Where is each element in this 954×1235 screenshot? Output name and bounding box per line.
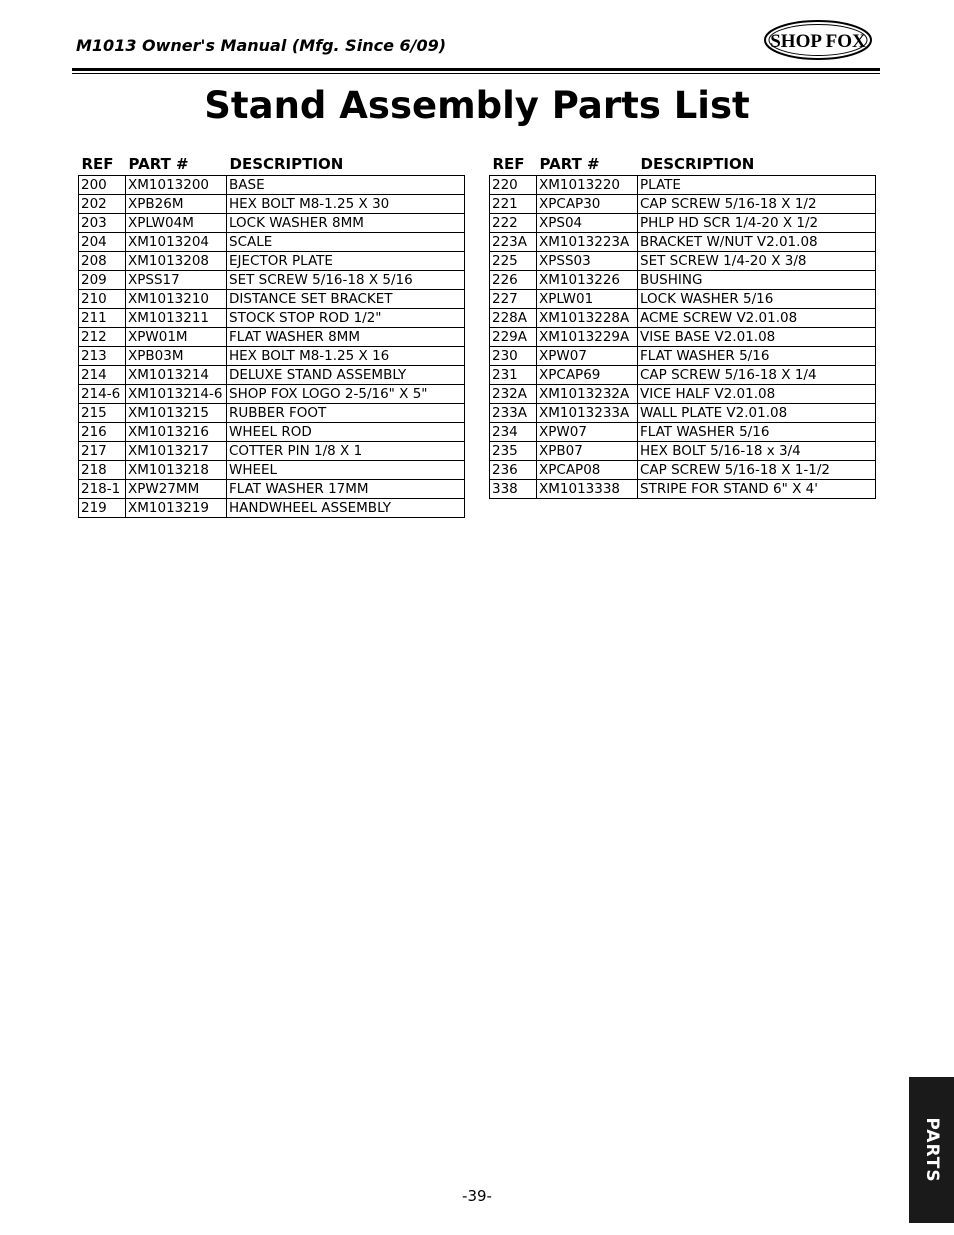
parts-table-left bbox=[78, 153, 465, 518]
cell-part-number: XPB07 bbox=[537, 442, 638, 461]
cell-description: FLAT WASHER 17MM bbox=[227, 480, 465, 499]
cell-description: SCALE bbox=[227, 233, 465, 252]
cell-ref: 216 bbox=[79, 423, 126, 442]
cell-ref: 208 bbox=[79, 252, 126, 271]
cell-ref: 229A bbox=[490, 328, 537, 347]
table-row bbox=[490, 480, 876, 499]
table-row bbox=[490, 309, 876, 328]
svg-text:SHOP FOX: SHOP FOX bbox=[770, 31, 866, 52]
cell-ref: 225 bbox=[490, 252, 537, 271]
cell-part-number: XPCAP30 bbox=[537, 195, 638, 214]
cell-part-number: XM1013200 bbox=[126, 176, 227, 195]
header-part: PART # bbox=[128, 155, 189, 173]
table-row bbox=[490, 423, 876, 442]
cell-description: CAP SCREW 5/16-18 X 1/2 bbox=[638, 195, 876, 214]
table-row bbox=[79, 385, 465, 404]
cell-part-number: XM1013228A bbox=[537, 309, 638, 328]
cell-part-number: XM1013229A bbox=[537, 328, 638, 347]
cell-ref: 200 bbox=[79, 176, 126, 195]
shop-fox-logo bbox=[764, 20, 872, 60]
table-row bbox=[490, 404, 876, 423]
header-ref: REF bbox=[492, 155, 525, 173]
header-ref: REF bbox=[81, 155, 114, 173]
cell-part-number: XPB03M bbox=[126, 347, 227, 366]
table-row bbox=[490, 328, 876, 347]
table-row bbox=[490, 195, 876, 214]
table-row bbox=[79, 347, 465, 366]
cell-part-number: XPW07 bbox=[537, 347, 638, 366]
table-row bbox=[79, 499, 465, 518]
table-row bbox=[490, 461, 876, 480]
cell-description: FLAT WASHER 5/16 bbox=[638, 347, 876, 366]
table-body-right bbox=[490, 176, 876, 499]
header-rule-thin bbox=[72, 73, 880, 74]
cell-ref: 209 bbox=[79, 271, 126, 290]
table-row bbox=[79, 214, 465, 233]
cell-description: RUBBER FOOT bbox=[227, 404, 465, 423]
table-row bbox=[79, 328, 465, 347]
cell-description: WHEEL bbox=[227, 461, 465, 480]
cell-part-number: XM1013216 bbox=[126, 423, 227, 442]
page-number: -39- bbox=[462, 1187, 492, 1205]
cell-part-number: XM1013217 bbox=[126, 442, 227, 461]
table-row bbox=[490, 176, 876, 195]
cell-part-number: XM1013214-6 bbox=[126, 385, 227, 404]
cell-ref: 217 bbox=[79, 442, 126, 461]
cell-description: DELUXE STAND ASSEMBLY bbox=[227, 366, 465, 385]
header-description: DESCRIPTION bbox=[229, 155, 344, 173]
cell-ref: 235 bbox=[490, 442, 537, 461]
cell-ref: 232A bbox=[490, 385, 537, 404]
cell-ref: 228A bbox=[490, 309, 537, 328]
cell-description: VICE HALF V2.01.08 bbox=[638, 385, 876, 404]
cell-part-number: XPW07 bbox=[537, 423, 638, 442]
cell-part-number: XPW01M bbox=[126, 328, 227, 347]
cell-description: DISTANCE SET BRACKET bbox=[227, 290, 465, 309]
cell-description: STOCK STOP ROD 1/2" bbox=[227, 309, 465, 328]
table-row bbox=[490, 233, 876, 252]
cell-part-number: XM1013233A bbox=[537, 404, 638, 423]
cell-ref: 215 bbox=[79, 404, 126, 423]
cell-description: COTTER PIN 1/8 X 1 bbox=[227, 442, 465, 461]
cell-ref: 214 bbox=[79, 366, 126, 385]
cell-description: FLAT WASHER 8MM bbox=[227, 328, 465, 347]
page-title: Stand Assembly Parts List bbox=[204, 84, 750, 127]
cell-description: WHEEL ROD bbox=[227, 423, 465, 442]
cell-description: BUSHING bbox=[638, 271, 876, 290]
cell-description: HEX BOLT M8-1.25 X 30 bbox=[227, 195, 465, 214]
cell-ref: 203 bbox=[79, 214, 126, 233]
cell-description: PHLP HD SCR 1/4-20 X 1/2 bbox=[638, 214, 876, 233]
table-row bbox=[79, 423, 465, 442]
cell-description: PLATE bbox=[638, 176, 876, 195]
cell-ref: 210 bbox=[79, 290, 126, 309]
cell-part-number: XPCAP08 bbox=[537, 461, 638, 480]
cell-part-number: XM1013204 bbox=[126, 233, 227, 252]
table-row bbox=[490, 271, 876, 290]
cell-ref: 221 bbox=[490, 195, 537, 214]
table-row bbox=[490, 442, 876, 461]
table-row bbox=[79, 252, 465, 271]
cell-description: CAP SCREW 5/16-18 X 1-1/2 bbox=[638, 461, 876, 480]
parts-table-right bbox=[489, 153, 876, 499]
cell-part-number: XPSS17 bbox=[126, 271, 227, 290]
cell-description: EJECTOR PLATE bbox=[227, 252, 465, 271]
table-row bbox=[490, 214, 876, 233]
cell-part-number: XM1013223A bbox=[537, 233, 638, 252]
cell-description: STRIPE FOR STAND 6" X 4' bbox=[638, 480, 876, 499]
cell-part-number: XPLW01 bbox=[537, 290, 638, 309]
cell-ref: 213 bbox=[79, 347, 126, 366]
manual-title: M1013 Owner's Manual (Mfg. Since 6/09) bbox=[76, 36, 447, 55]
table-header-row bbox=[79, 153, 465, 176]
table-row bbox=[79, 480, 465, 499]
table-row bbox=[79, 195, 465, 214]
cell-ref: 338 bbox=[490, 480, 537, 499]
table-row bbox=[79, 233, 465, 252]
cell-part-number: XPCAP69 bbox=[537, 366, 638, 385]
cell-part-number: XM1013208 bbox=[126, 252, 227, 271]
header-rule bbox=[72, 68, 880, 71]
table-row bbox=[490, 290, 876, 309]
cell-ref: 223A bbox=[490, 233, 537, 252]
table-header-row bbox=[490, 153, 876, 176]
parts-tab-label: PARTS bbox=[921, 1117, 942, 1183]
table-row bbox=[490, 252, 876, 271]
cell-part-number: XM1013226 bbox=[537, 271, 638, 290]
cell-ref: 226 bbox=[490, 271, 537, 290]
table-body-left bbox=[79, 176, 465, 518]
cell-description: HEX BOLT M8-1.25 X 16 bbox=[227, 347, 465, 366]
cell-ref: 227 bbox=[490, 290, 537, 309]
cell-ref: 212 bbox=[79, 328, 126, 347]
cell-description: HANDWHEEL ASSEMBLY bbox=[227, 499, 465, 518]
cell-part-number: XM1013232A bbox=[537, 385, 638, 404]
cell-part-number: XM1013338 bbox=[537, 480, 638, 499]
cell-description: SET SCREW 1/4-20 X 3/8 bbox=[638, 252, 876, 271]
cell-part-number: XM1013211 bbox=[126, 309, 227, 328]
cell-description: SET SCREW 5/16-18 X 5/16 bbox=[227, 271, 465, 290]
cell-ref: 222 bbox=[490, 214, 537, 233]
cell-part-number: XM1013210 bbox=[126, 290, 227, 309]
cell-part-number: XPS04 bbox=[537, 214, 638, 233]
cell-part-number: XM1013219 bbox=[126, 499, 227, 518]
table-row bbox=[79, 442, 465, 461]
cell-ref: 218-1 bbox=[79, 480, 126, 499]
table-row bbox=[490, 385, 876, 404]
table-row bbox=[490, 366, 876, 385]
cell-description: BASE bbox=[227, 176, 465, 195]
header-description: DESCRIPTION bbox=[640, 155, 755, 173]
cell-part-number: XM1013218 bbox=[126, 461, 227, 480]
table-row bbox=[79, 461, 465, 480]
cell-description: ACME SCREW V2.01.08 bbox=[638, 309, 876, 328]
cell-ref: 204 bbox=[79, 233, 126, 252]
cell-ref: 234 bbox=[490, 423, 537, 442]
cell-part-number: XPLW04M bbox=[126, 214, 227, 233]
cell-ref: 202 bbox=[79, 195, 126, 214]
cell-description: BRACKET W/NUT V2.01.08 bbox=[638, 233, 876, 252]
cell-ref: 220 bbox=[490, 176, 537, 195]
cell-description: HEX BOLT 5/16-18 x 3/4 bbox=[638, 442, 876, 461]
cell-part-number: XPW27MM bbox=[126, 480, 227, 499]
cell-description: SHOP FOX LOGO 2-5/16" X 5" bbox=[227, 385, 465, 404]
cell-ref: 236 bbox=[490, 461, 537, 480]
table-row bbox=[490, 347, 876, 366]
table-row bbox=[79, 290, 465, 309]
cell-description: LOCK WASHER 5/16 bbox=[638, 290, 876, 309]
table-row bbox=[79, 366, 465, 385]
cell-ref: 214-6 bbox=[79, 385, 126, 404]
cell-description: WALL PLATE V2.01.08 bbox=[638, 404, 876, 423]
cell-part-number: XPSS03 bbox=[537, 252, 638, 271]
table-row bbox=[79, 271, 465, 290]
cell-ref: 231 bbox=[490, 366, 537, 385]
cell-part-number: XM1013215 bbox=[126, 404, 227, 423]
cell-ref: 218 bbox=[79, 461, 126, 480]
cell-description: LOCK WASHER 8MM bbox=[227, 214, 465, 233]
cell-part-number: XM1013220 bbox=[537, 176, 638, 195]
cell-description: CAP SCREW 5/16-18 X 1/4 bbox=[638, 366, 876, 385]
cell-ref: 219 bbox=[79, 499, 126, 518]
table-row bbox=[79, 309, 465, 328]
cell-description: VISE BASE V2.01.08 bbox=[638, 328, 876, 347]
cell-ref: 233A bbox=[490, 404, 537, 423]
header-part: PART # bbox=[539, 155, 600, 173]
cell-description: FLAT WASHER 5/16 bbox=[638, 423, 876, 442]
table-row bbox=[79, 404, 465, 423]
cell-part-number: XM1013214 bbox=[126, 366, 227, 385]
cell-part-number: XPB26M bbox=[126, 195, 227, 214]
cell-ref: 230 bbox=[490, 347, 537, 366]
table-row bbox=[79, 176, 465, 195]
cell-ref: 211 bbox=[79, 309, 126, 328]
